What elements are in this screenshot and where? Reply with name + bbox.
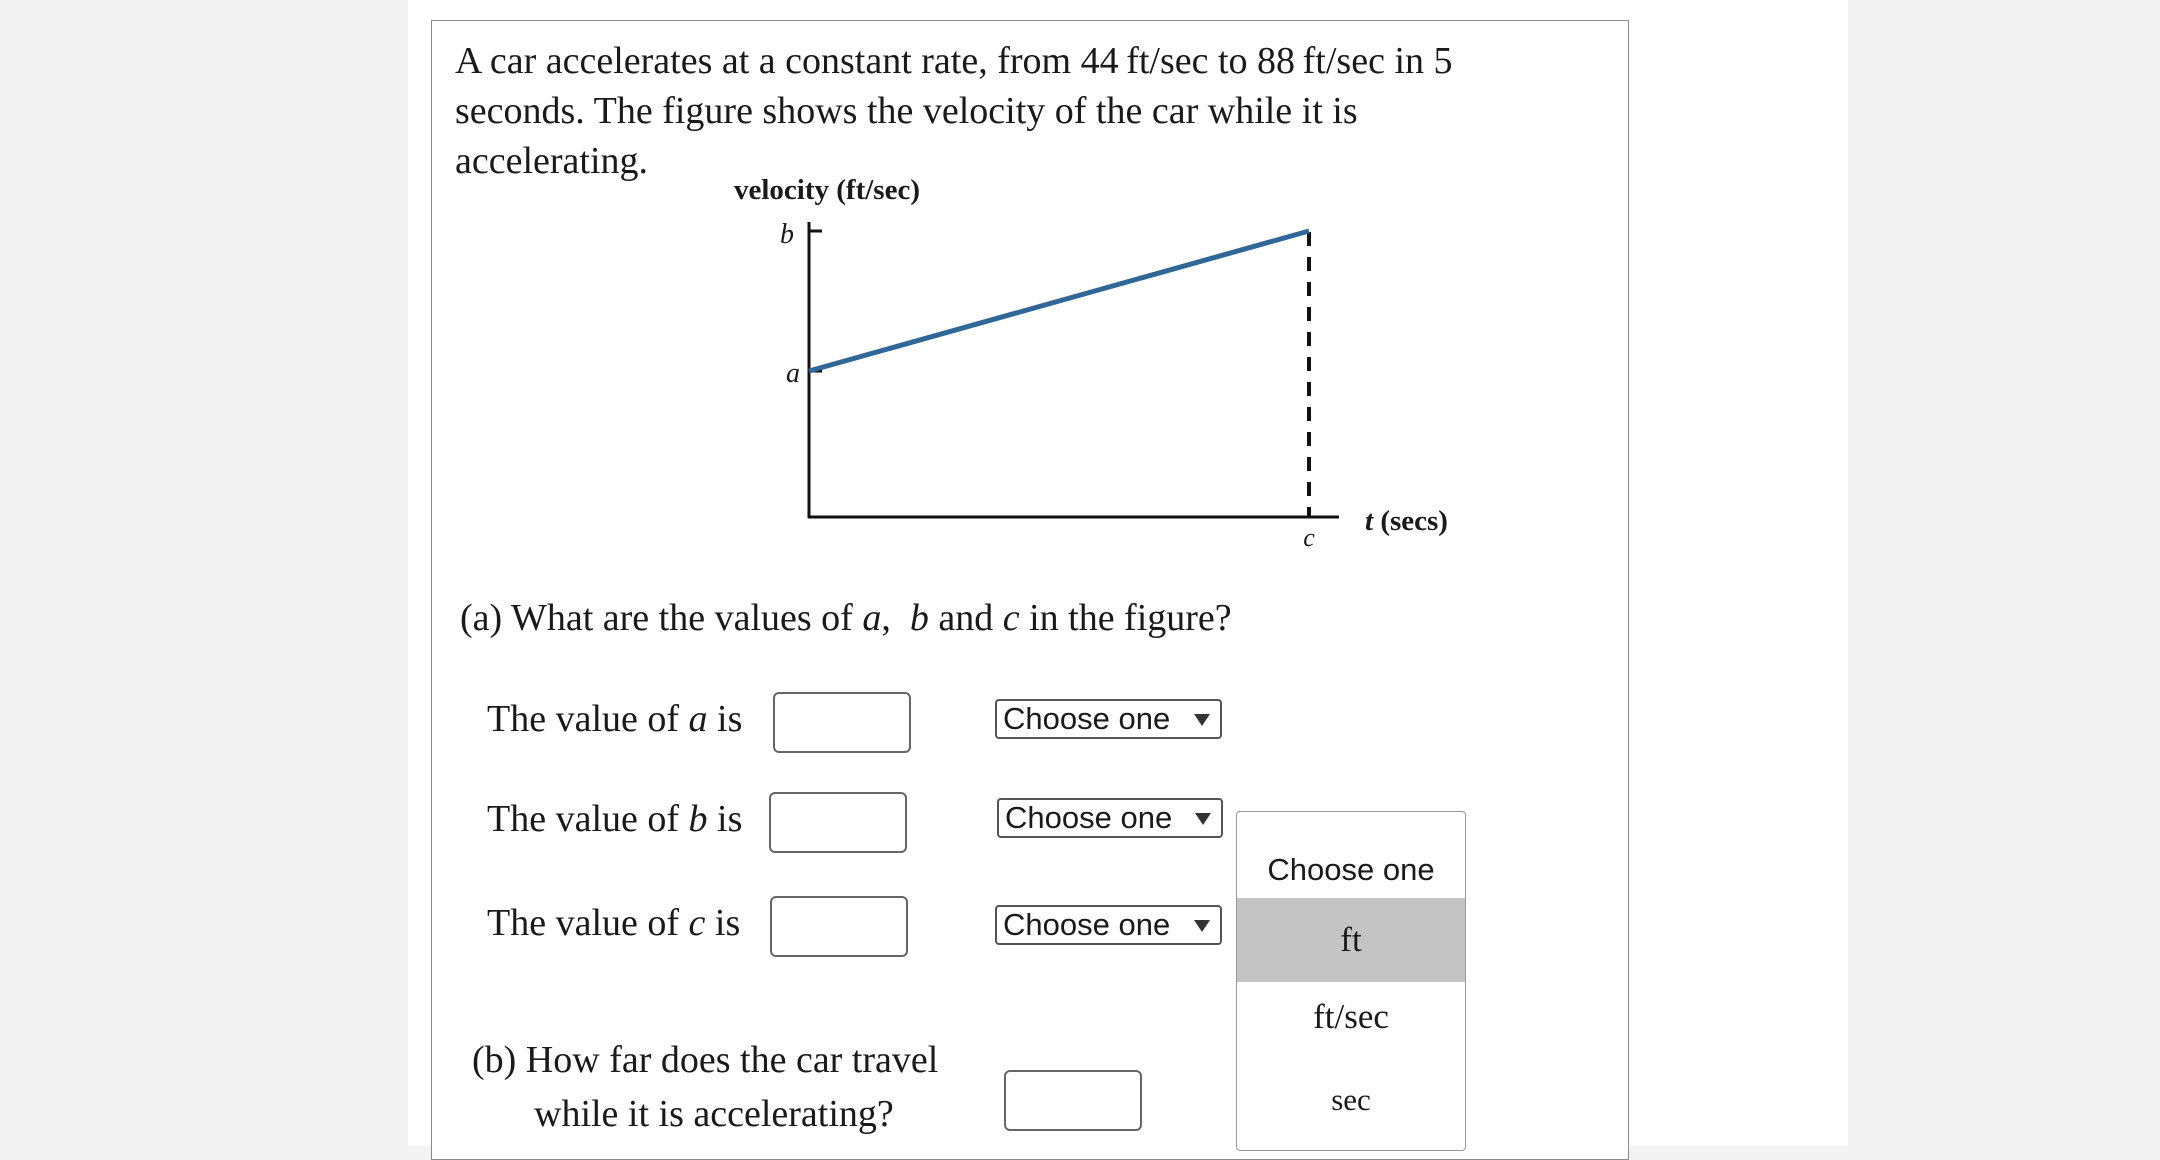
distance-input[interactable] <box>1004 1070 1142 1131</box>
part-b-line-2: while it is accelerating? <box>534 1093 894 1135</box>
y-axis-label: velocity (ft/sec) <box>734 174 920 206</box>
part-a-var-b: b <box>909 597 929 639</box>
problem-line-2: seconds. The figure shows the velocity of the car while it is <box>455 90 1358 132</box>
x-axis-label-var: t <box>1365 505 1374 537</box>
chevron-down-icon <box>1194 920 1210 932</box>
part-a-pre: (a) What are the values of <box>460 597 863 639</box>
dropdown-option-sec[interactable]: sec <box>1331 1082 1371 1117</box>
dropdown-option-ft-sec[interactable]: ft/sec <box>1313 997 1389 1036</box>
row-b-label <box>487 797 742 841</box>
part-a-var-c: c <box>1002 597 1020 639</box>
dropdown-option-ft[interactable]: ft <box>1237 898 1465 982</box>
tick-b-label: b <box>780 219 794 250</box>
problem-line-3: accelerating. <box>455 140 649 182</box>
row-a-label <box>487 697 742 741</box>
row-b-label-var: b <box>688 798 708 840</box>
row-b-label-pre: The value of <box>487 798 689 840</box>
chevron-down-icon <box>1195 813 1211 825</box>
row-c-label-pre: The value of <box>487 902 689 944</box>
row-c-label-post: is <box>705 902 741 944</box>
row-a-label-post: is <box>707 698 743 740</box>
unit-b-selected: Choose one <box>1005 800 1173 835</box>
dropdown-header[interactable]: Choose one <box>1267 852 1435 887</box>
unit-b-select[interactable] <box>997 798 1223 838</box>
unit-a-selected: Choose one <box>1003 701 1171 736</box>
row-a-label-pre: The value of <box>487 698 689 740</box>
value-a-input[interactable] <box>773 692 911 753</box>
part-b-line-1: (b) How far does the car travel <box>472 1039 939 1081</box>
row-c-label-var: c <box>688 902 706 944</box>
part-a-var-a: a <box>862 597 882 639</box>
value-c-input[interactable] <box>770 896 908 957</box>
part-a-question <box>460 596 1232 640</box>
row-c-label <box>487 901 740 945</box>
part-a-sep: , <box>881 597 910 639</box>
unit-dropdown-menu <box>1236 811 1466 1151</box>
tick-c-label: c <box>1303 523 1315 552</box>
problem-line-1: A car accelerates at a constant rate, from 44 ft/sec to 88 ft/sec in 5 <box>455 40 1453 82</box>
unit-c-select[interactable] <box>995 905 1222 945</box>
part-a-post: in the figure? <box>1019 597 1232 639</box>
value-b-input[interactable] <box>769 792 907 853</box>
tick-a-label: a <box>786 358 800 389</box>
velocity-line <box>809 231 1309 371</box>
chevron-down-icon <box>1194 714 1210 726</box>
part-a-mid: and <box>928 597 1003 639</box>
row-b-label-post: is <box>707 798 743 840</box>
x-axis-label-unit: (secs) <box>1373 505 1448 537</box>
x-axis-label <box>1365 505 1448 537</box>
row-a-label-var: a <box>688 698 708 740</box>
unit-a-select[interactable] <box>995 699 1222 739</box>
unit-c-selected: Choose one <box>1003 907 1171 942</box>
